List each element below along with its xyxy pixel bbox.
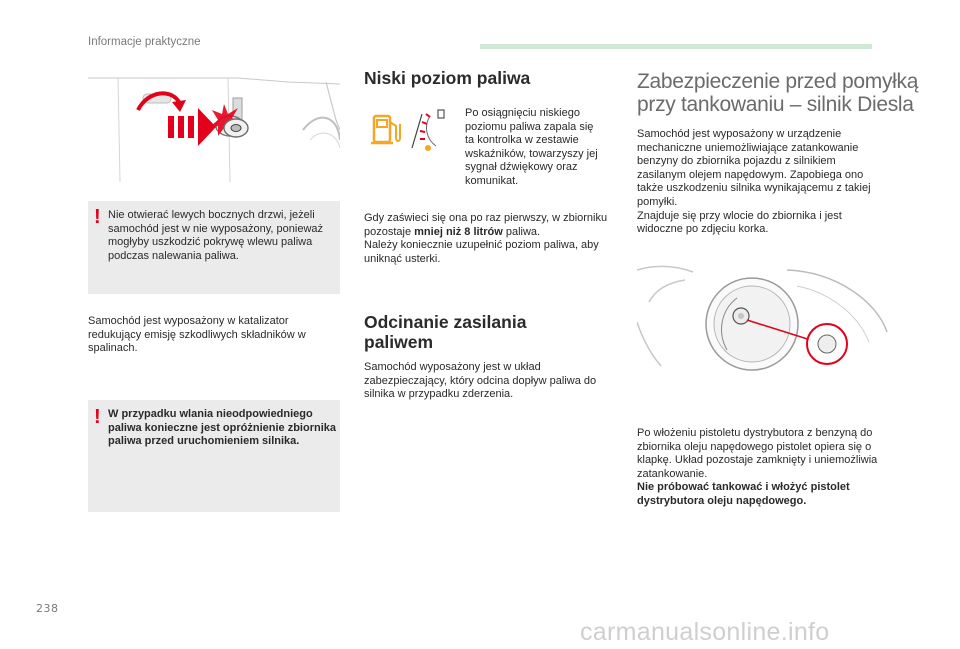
fuel-cutoff-heading [364, 312, 604, 352]
warning-icon: ! [94, 206, 101, 228]
reserve-text-part3: Należy koniecznie uzupełnić poziom paliwa, aby uniknąć usterki. [364, 239, 599, 265]
reserve-text-part1: Gdy zaświeci się ona po raz pierwszy, w zbiorniku pozostaje [364, 212, 608, 238]
low-fuel-heading: Niski poziom paliwa [364, 68, 531, 88]
misfuel-description [637, 128, 882, 237]
misfuel-prevention-heading [637, 70, 937, 116]
warning-box-doors [88, 201, 340, 294]
fuel-cutoff-text: Samochód wyposażony jest w układ zabezpieczający, który odcina dopływ paliwa do silnika w przypadku zderzenia. [364, 361, 597, 401]
filler-neck-illustration [637, 262, 889, 374]
reserve-text-part2: paliwa. [502, 225, 541, 238]
reserve-amount: mniej niż 8 litrów [414, 225, 503, 238]
fuel-cutoff-heading-line2: paliwem [364, 332, 434, 352]
low-fuel-indicator-graphic [364, 106, 454, 156]
fuel-cutoff-heading-line1: Odcinanie zasilania [364, 312, 527, 332]
fuel-flap-drawing [88, 70, 340, 182]
warning-icon: ! [94, 406, 101, 428]
header-accent-bar [480, 44, 872, 49]
warning-text-wrong-fuel: W przypadku wlania nieodpowiedniego paliwa konieczne jest opróżnienie zbiornika paliwa przed uruchomieniem silnika. [108, 408, 336, 448]
low-fuel-description: Po osiągnięciu niskiego poziomu paliwa zapala się ta kontrolka w zestawie wskaźników, towarzyszy jej sygnał dźwiękowy oraz komunikat. [465, 107, 598, 187]
section-title: Informacje praktyczne [88, 36, 201, 48]
filler-neck-drawing [637, 262, 889, 374]
fuel-pump-icon [364, 106, 454, 156]
misfuel-paragraph-2: Znajduje się przy wlocie do zbiornika i jest widoczne po zdjęciu korka. [637, 209, 842, 236]
page-number: 238 [36, 602, 59, 615]
warning-text-doors: Nie otwierać lewych bocznych drzwi, jeżeli samochód jest w nie wyposażony, ponieważ mogłyby uszkodzić pokrywę wlewu paliwa podczas nalewania paliwa. [108, 209, 324, 262]
misfuel-heading-line1: Zabezpieczenie przed pomyłką [637, 70, 919, 93]
fuel-flap-illustration [88, 70, 340, 182]
misfuel-warning-text [637, 427, 887, 509]
warning-box-wrong-fuel [88, 400, 340, 512]
misfuel-paragraph-1: Samochód jest wyposażony w urządzenie mechaniczne uniemożliwiające zatankowanie benzyny do zbiornika pojazdu z silnikiem zasilanym olejem napędowym. Zapobiega ono także uszkodzeniu silnika wynikającemu z takiej pomyłki. [637, 128, 871, 208]
misfuel-paragraph-4: Nie próbować tankować i włożyć pistolet dystrybutora oleju napędowego. [637, 481, 850, 507]
watermark: carmanualsonline.info [580, 618, 830, 646]
misfuel-heading-line2: przy tankowaniu – silnik Diesla [637, 93, 914, 116]
catalyst-text: Samochód jest wyposażony w katalizator redukujący emisję szkodliwych składników w spalinach. [88, 315, 306, 355]
misfuel-paragraph-3: Po włożeniu pistoletu dystrybutora z benzyną do zbiornika oleju napędowego pistolet opiera się o klapkę. Układ pozostaje zamknięty i uniemożliwia zatankowanie. [637, 427, 878, 480]
fuel-reserve-text [364, 212, 609, 266]
